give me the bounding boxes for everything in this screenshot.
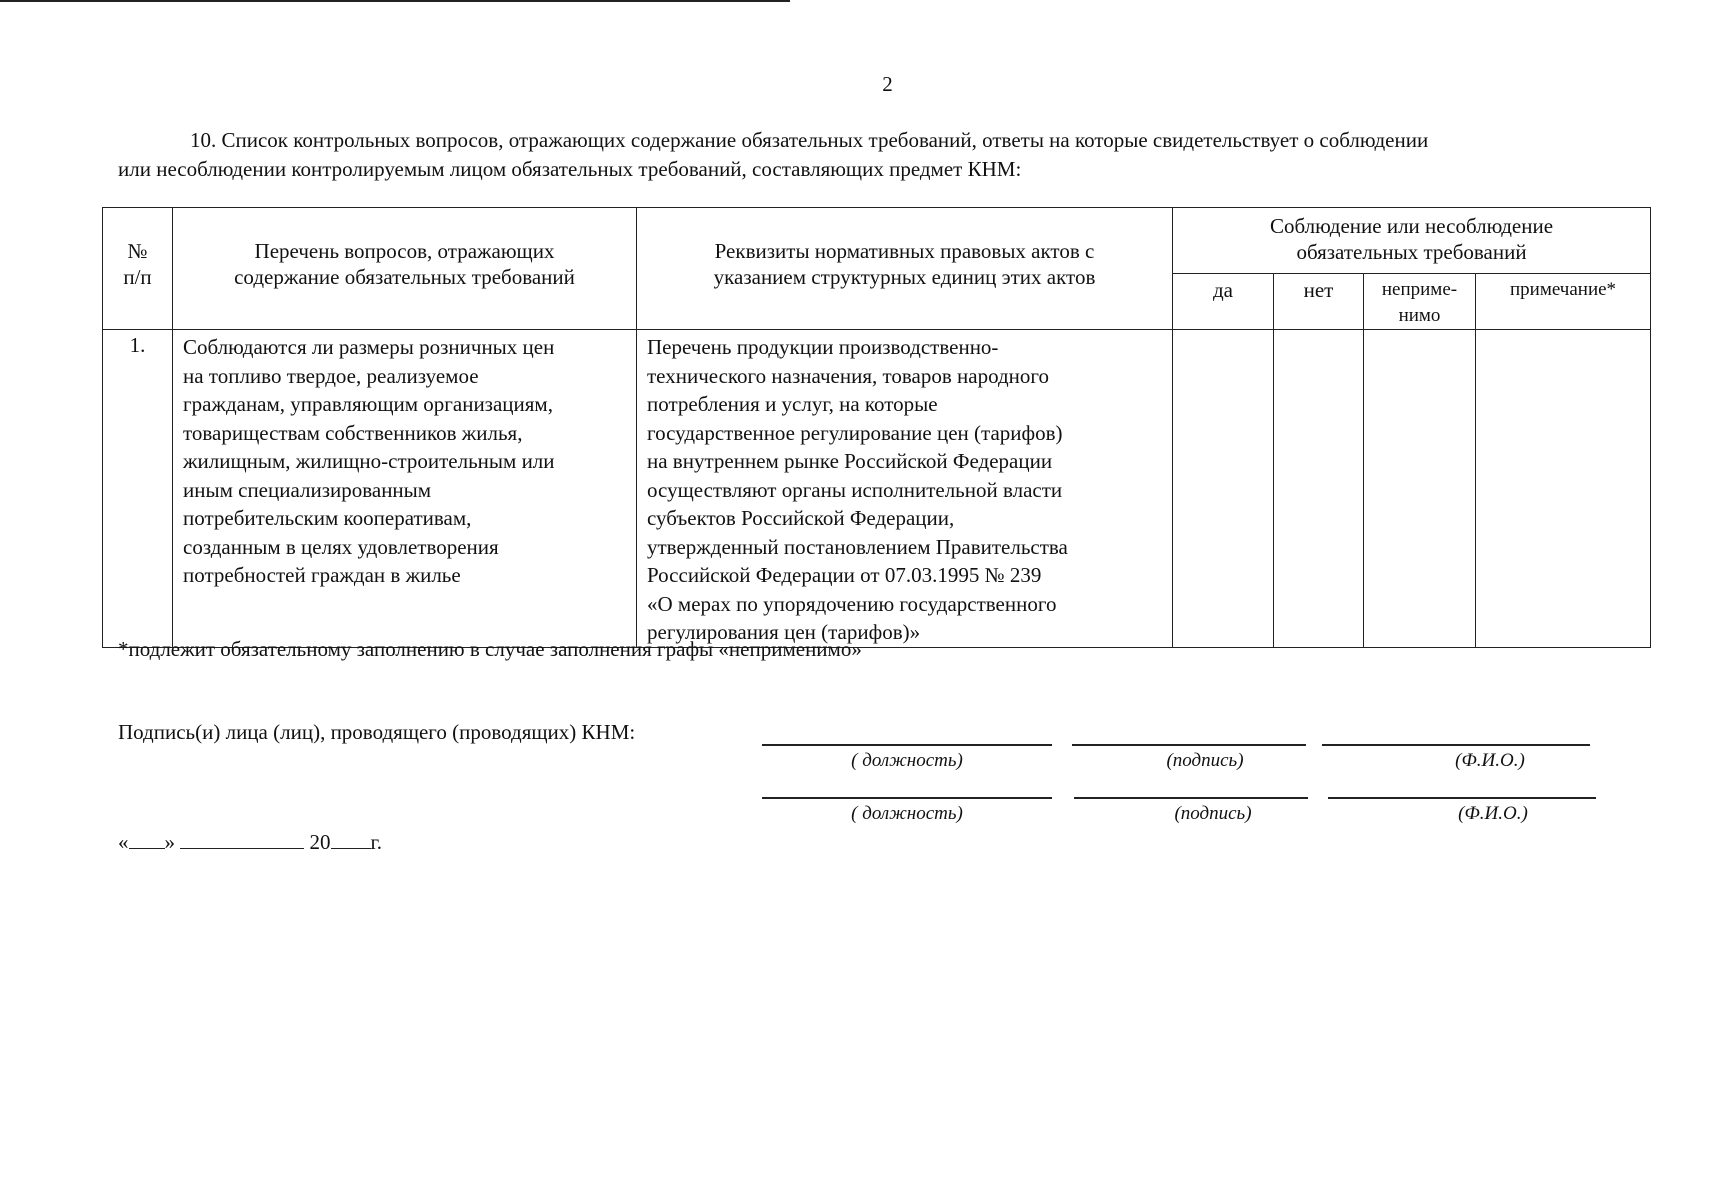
date-line: [118, 830, 382, 855]
header-number: [103, 208, 173, 330]
header-number-symbol: №: [127, 239, 148, 263]
signature-caption: (подпись): [1174, 803, 1252, 824]
header-no: нет: [1274, 274, 1364, 330]
full-name-line[interactable]: [1322, 744, 1590, 746]
page-number: 2: [882, 72, 893, 96]
question-line: жилищным, жилищно-строительным или: [183, 449, 555, 473]
header-na-line-1: неприме-: [1381, 279, 1458, 300]
header-na-line-2: нимо: [1398, 305, 1441, 326]
act-line: потребления и услуг, на которые: [647, 392, 938, 416]
date-suffix: г.: [370, 830, 382, 854]
question-line: иным специализированным: [183, 477, 432, 502]
act-line: государственное регулирование цен (тарифов): [647, 420, 1063, 445]
intro-line-1: 10. Список контрольных вопросов, отражающих содержание обязательных требований, ответы на которые свидетельствует о соблюдении: [190, 128, 1429, 152]
row-act-reference: [637, 330, 1173, 648]
answer-note-cell[interactable]: [1476, 330, 1651, 648]
full-name-caption: (Ф.И.О.): [1455, 750, 1525, 771]
top-rule: [0, 0, 790, 2]
header-yes: да: [1173, 274, 1274, 330]
full-name-caption: (Ф.И.О.): [1458, 803, 1528, 824]
signature-line[interactable]: [1074, 797, 1308, 799]
question-line: на топливо твердое, реализуемое: [183, 363, 479, 388]
row-question: [173, 330, 637, 648]
act-line: регулирования цен (тарифов)»: [647, 620, 921, 644]
table-row: [103, 330, 1651, 648]
position-line[interactable]: [762, 744, 1052, 746]
act-line: осуществляют органы исполнительной власти: [647, 477, 1063, 502]
act-line: технического назначения, товаров народного: [647, 363, 1049, 388]
position-caption: ( должность): [851, 750, 963, 771]
checklist-table: [102, 207, 1651, 648]
header-questions: Перечень вопросов, отражающих содержание обязательных требований: [173, 208, 637, 330]
question-line: товариществам собственников жилья,: [183, 420, 523, 445]
month-field[interactable]: [180, 830, 304, 849]
intro-paragraph: [118, 126, 1654, 184]
position-caption: ( должность): [851, 803, 963, 824]
question-line: созданным в целях удовлетворения: [183, 534, 499, 559]
intro-line-2: или несоблюдении контролируемым лицом обязательных требований, составляющих предмет КНМ:: [118, 157, 1022, 181]
header-note: примечание*: [1476, 274, 1651, 330]
signature-line[interactable]: [1072, 744, 1306, 746]
header-number-abbr: п/п: [123, 265, 152, 289]
answer-no-cell[interactable]: [1274, 330, 1364, 648]
day-field[interactable]: [129, 830, 165, 849]
act-line: Перечень продукции производственно-: [647, 335, 999, 359]
date-open-quote: «: [118, 830, 129, 854]
question-line: Соблюдаются ли размеры розничных цен: [183, 335, 555, 359]
date-century: 20: [309, 830, 331, 854]
question-line: потребительским кооперативам,: [183, 506, 472, 530]
full-name-line[interactable]: [1328, 797, 1596, 799]
header-compliance-group: Соблюдение или несоблюдение обязательных требований: [1173, 208, 1651, 274]
answer-not-applicable-cell[interactable]: [1364, 330, 1476, 648]
question-line: потребностей граждан в жилье: [183, 563, 461, 587]
question-line: гражданам, управляющим организациям,: [183, 392, 553, 416]
signature-caption: (подпись): [1166, 750, 1244, 771]
act-line: Российской Федерации от 07.03.1995 № 239: [647, 563, 1042, 587]
date-close-quote: »: [164, 830, 175, 854]
footnote: *подлежит обязательному заполнению в случае заполнения графы «неприменимо»: [118, 637, 862, 661]
year-field[interactable]: [331, 830, 371, 849]
signature-label: Подпись(и) лица (лиц), проводящего (проводящих) КНМ:: [118, 720, 636, 744]
act-line: на внутреннем рынке Российской Федерации: [647, 449, 1053, 473]
header-not-applicable: [1364, 274, 1476, 330]
row-number: 1.: [103, 330, 173, 648]
act-line: утвержденный постановлением Правительства: [647, 534, 1068, 559]
act-line: «О мерах по упорядочению государственного: [647, 591, 1057, 616]
act-line: субъектов Российской Федерации,: [647, 506, 955, 530]
position-line[interactable]: [762, 797, 1052, 799]
answer-yes-cell[interactable]: [1173, 330, 1274, 648]
header-acts: Реквизиты нормативных правовых актов с указанием структурных единиц этих актов: [637, 208, 1173, 330]
